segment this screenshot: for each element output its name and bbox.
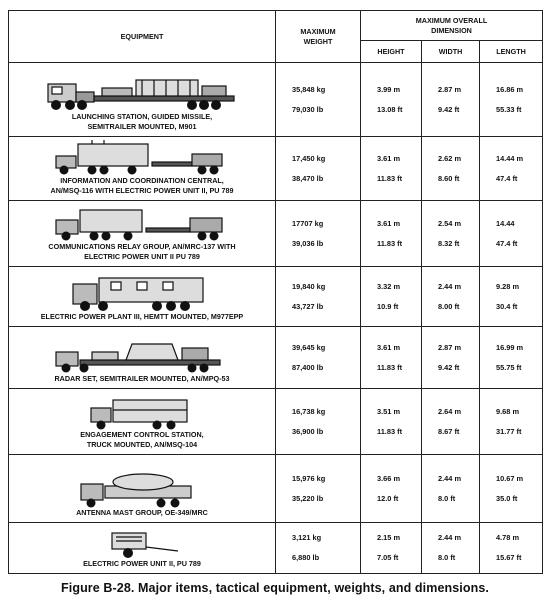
table-row — [9, 327, 543, 389]
height-cell: 2.15 m 7.05 ft — [361, 523, 422, 574]
table-row — [9, 523, 543, 574]
table-row — [9, 63, 543, 137]
equipment-cell — [9, 523, 276, 574]
length-cell: 9.68 m 31.77 ft — [480, 389, 543, 455]
height-cell: 3.61 m 11.83 ft — [361, 327, 422, 389]
relay-truck-trailer-icon — [52, 206, 232, 242]
width-cell: 2.54 m 8.32 ft — [422, 201, 480, 267]
width-cell: 2.44 m 8.00 ft — [422, 267, 480, 327]
header-height: HEIGHT — [361, 41, 422, 63]
equipment-cell — [9, 455, 276, 523]
equipment-name: RADAR SET, SEMITRAILER MOUNTED, AN/MPQ-53 — [54, 374, 230, 383]
generator-trailer-icon — [102, 531, 182, 559]
header-max-dimension: MAXIMUM OVERALL DIMENSION — [361, 11, 543, 41]
table-row — [9, 455, 543, 523]
equipment-table — [8, 10, 543, 574]
equipment-name: ENGAGEMENT CONTROL STATION, — [80, 430, 204, 439]
antenna-mast-truck-icon — [77, 472, 207, 508]
equipment-cell — [9, 389, 276, 455]
header-max-weight: MAXIMUM WEIGHT — [276, 11, 361, 63]
height-cell: 3.99 m 13.08 ft — [361, 63, 422, 137]
weight-cell: 39,645 kg 87,400 lb — [276, 327, 361, 389]
equipment-name: INFORMATION AND COORDINATION CENTRAL, — [60, 176, 224, 185]
length-cell: 10.67 m 35.0 ft — [480, 455, 543, 523]
width-cell: 2.44 m 8.0 ft — [422, 455, 480, 523]
equipment-name: ANTENNA MAST GROUP, OE-349/MRC — [76, 508, 208, 517]
width-cell: 2.87 m 9.42 ft — [422, 327, 480, 389]
weight-cell: 35,848 kg 79,030 lb — [276, 63, 361, 137]
table-row — [9, 389, 543, 455]
equipment-name-line2: AN/MSQ-116 WITH ELECTRIC POWER UNIT II, PU 789 — [50, 186, 234, 195]
weight-cell: 3,121 kg 6,880 lb — [276, 523, 361, 574]
equipment-cell — [9, 63, 276, 137]
height-cell: 3.61 m 11.83 ft — [361, 201, 422, 267]
equipment-name-line2: SEMITRAILER MOUNTED, M901 — [87, 122, 197, 131]
width-cell: 2.64 m 8.67 ft — [422, 389, 480, 455]
equipment-name: ELECTRIC POWER PLANT III, HEMTT MOUNTED, M977EPP — [40, 312, 244, 321]
equipment-cell — [9, 137, 276, 201]
length-cell: 16.86 m 55.33 ft — [480, 63, 543, 137]
length-cell: 14.44 47.4 ft — [480, 201, 543, 267]
width-cell: 2.44 m 8.0 ft — [422, 523, 480, 574]
length-cell: 14.44 m 47.4 ft — [480, 137, 543, 201]
radar-trailer-icon — [52, 340, 232, 374]
equipment-name-line2: TRUCK MOUNTED, AN/MSQ-104 — [86, 440, 198, 449]
width-cell: 2.87 m 9.42 ft — [422, 63, 480, 137]
table-row — [9, 137, 543, 201]
table-row — [9, 201, 543, 267]
weight-cell: 17,450 kg 38,470 lb — [276, 137, 361, 201]
height-cell: 3.51 m 11.83 ft — [361, 389, 422, 455]
shelter-truck-trailer-icon — [52, 140, 232, 176]
length-cell: 4.78 m 15.67 ft — [480, 523, 543, 574]
length-cell: 16.99 m 55.75 ft — [480, 327, 543, 389]
equipment-cell — [9, 267, 276, 327]
length-cell: 9.28 m 30.4 ft — [480, 267, 543, 327]
height-cell: 3.66 m 12.0 ft — [361, 455, 422, 523]
header-equipment: EQUIPMENT — [9, 11, 276, 63]
height-cell: 3.32 m 10.9 ft — [361, 267, 422, 327]
weight-cell: 19,840 kg 43,727 lb — [276, 267, 361, 327]
equipment-cell — [9, 201, 276, 267]
table-row — [9, 267, 543, 327]
figure-caption: Figure B-28. Major items, tactical equipment, weights, and dimensions. — [61, 581, 489, 595]
hemtt-truck-icon — [67, 276, 217, 312]
header-width: WIDTH — [422, 41, 480, 63]
height-cell: 3.61 m 11.83 ft — [361, 137, 422, 201]
equipment-name-line2: ELECTRIC POWER UNIT II PU 789 — [84, 252, 200, 261]
equipment-name: COMMUNICATIONS RELAY GROUP, AN/MRC-137 WITH — [48, 242, 236, 251]
control-station-truck-icon — [87, 398, 197, 430]
weight-cell: 15,976 kg 35,220 lb — [276, 455, 361, 523]
header-length: LENGTH — [480, 41, 543, 63]
equipment-cell — [9, 327, 276, 389]
width-cell: 2.62 m 8.60 ft — [422, 137, 480, 201]
missile-launcher-icon — [42, 74, 242, 112]
weight-cell: 16,738 kg 36,900 lb — [276, 389, 361, 455]
equipment-name: LAUNCHING STATION, GUIDED MISSILE, — [71, 112, 213, 121]
weight-cell: 17707 kg 39,036 lb — [276, 201, 361, 267]
equipment-name: ELECTRIC POWER UNIT II, PU 789 — [83, 559, 201, 568]
